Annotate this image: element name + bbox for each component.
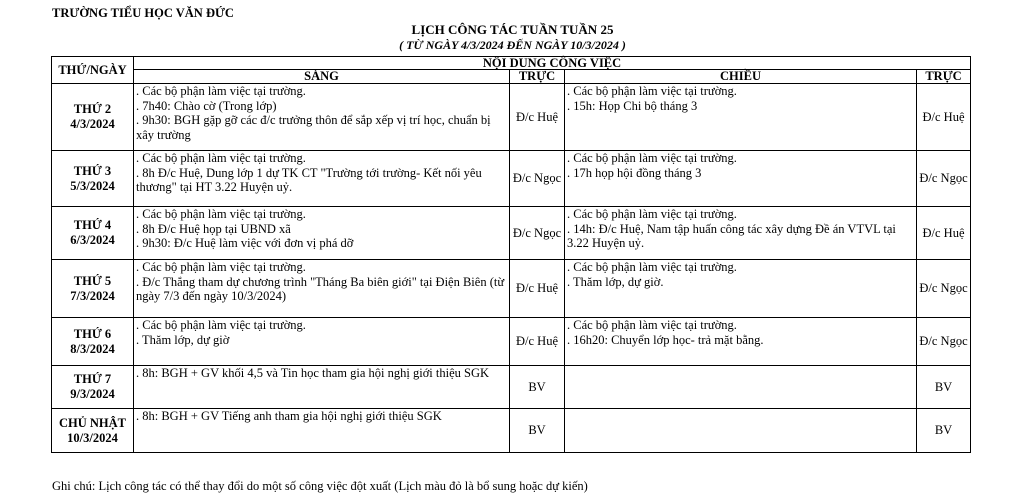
afternoon-duty-cell: BV: [917, 366, 971, 409]
morning-activity-item: . 7h40: Chào cờ (Trong lớp): [136, 98, 277, 113]
morning-duty-cell: Đ/c Huệ: [510, 318, 565, 366]
morning-activity-item: . 9h30: BGH gặp gỡ các đ/c trưởng thôn để sắp xếp vị trí học, chuẩn bị xây trường: [136, 113, 491, 142]
day-label: THỨ 3: [73, 163, 112, 178]
day-cell: [52, 318, 134, 366]
morning-duty-column-header: TRỰC: [510, 70, 565, 84]
afternoon-activity-item: . 16h20: Chuyển lớp học- trả mặt bằng.: [567, 332, 764, 347]
schedule-table: [51, 56, 971, 453]
morning-duty-cell: BV: [510, 366, 565, 409]
schedule-note: Ghi chú: Lịch công tác có thể thay đổi do một số công việc đột xuất (Lịch màu đỏ là bổ sung hoặc dự kiến): [52, 479, 588, 493]
morning-activity-item: . 8h: BGH + GV khối 4,5 và Tin học tham gia hội nghị giới thiệu SGK: [136, 366, 490, 380]
morning-activity-cell: [134, 151, 510, 207]
afternoon-activity-item: . Các bộ phận làm việc tại trường.: [567, 151, 737, 165]
day-date: 5/3/2024: [70, 178, 115, 193]
morning-activity-item: . 8h: BGH + GV Tiếng anh tham gia hội nghị giới thiệu SGK: [136, 409, 442, 423]
day-date: 10/3/2024: [67, 430, 118, 445]
afternoon-duty-column-header: TRỰC: [917, 70, 971, 84]
table-row: [52, 84, 971, 151]
morning-duty-cell: Đ/c Huệ: [510, 260, 565, 318]
table-row: [52, 207, 971, 260]
day-date: 4/3/2024: [70, 117, 115, 131]
afternoon-activity-item: . 15h: Họp Chi bộ tháng 3: [567, 98, 698, 113]
school-name: TRƯỜNG TIỂU HỌC VĂN ĐỨC: [52, 6, 234, 20]
schedule-title: LỊCH CÔNG TÁC TUẦN TUẦN 25: [411, 22, 614, 37]
day-label: THỨ 7: [73, 372, 112, 386]
afternoon-duty-cell: Đ/c Ngọc: [917, 260, 971, 318]
morning-activity-item: . 8h Đ/c Huệ, Dung lớp 1 dự TK CT "Trường tới trường- Kết nối yêu thương" tại HT 3.22 Huyện uỷ.: [136, 165, 482, 194]
day-cell: [52, 84, 134, 151]
day-cell: [52, 366, 134, 409]
afternoon-activity-cell: [565, 260, 917, 318]
afternoon-duty-cell: Đ/c Huệ: [917, 207, 971, 260]
morning-activity-item: . Các bộ phận làm việc tại trường.: [136, 151, 306, 165]
afternoon-activity-item: . Các bộ phận làm việc tại trường.: [567, 207, 737, 221]
day-cell: [52, 207, 134, 260]
morning-activity-cell: [134, 318, 510, 366]
morning-column-header: SÁNG: [134, 70, 510, 84]
day-date: 9/3/2024: [70, 387, 115, 401]
table-row: [52, 366, 971, 409]
afternoon-activity-cell: [565, 207, 917, 260]
afternoon-duty-cell: Đ/c Ngọc: [917, 151, 971, 207]
table-row: [52, 151, 971, 207]
day-cell: [52, 409, 134, 453]
day-label: THỨ 6: [73, 326, 112, 341]
afternoon-activity-cell: [565, 318, 917, 366]
morning-activity-item: . Đ/c Thắng tham dự chương trình "Tháng Ba biên giới" tại Điện Biên (từ ngày 7/3 đến ngày 10/3/2024): [136, 274, 505, 303]
day-label: CHỦ NHẬT: [58, 415, 127, 430]
afternoon-activity-item: . Thăm lớp, dự giờ.: [567, 274, 664, 289]
morning-activity-item: . Các bộ phận làm việc tại trường.: [136, 318, 306, 332]
day-cell: [52, 260, 134, 318]
afternoon-activity-item: . Các bộ phận làm việc tại trường.: [567, 260, 737, 274]
afternoon-duty-cell: Đ/c Huệ: [917, 84, 971, 151]
content-column-header: NỘI DUNG CÔNG VIỆC: [134, 57, 971, 70]
afternoon-column-header: CHIỀU: [565, 70, 917, 84]
day-label: THỨ 4: [73, 218, 112, 232]
afternoon-activity-cell: [565, 84, 917, 151]
day-date: 8/3/2024: [70, 341, 115, 356]
day-column-header: THỨ/NGÀY: [52, 57, 134, 84]
morning-activity-cell: [134, 366, 510, 409]
afternoon-activity-cell: [565, 409, 917, 453]
morning-activity-cell: [134, 84, 510, 151]
day-cell: [52, 151, 134, 207]
day-date: 6/3/2024: [70, 233, 115, 247]
table-row: [52, 409, 971, 453]
afternoon-activity-item: . Các bộ phận làm việc tại trường.: [567, 318, 737, 332]
afternoon-duty-cell: Đ/c Ngọc: [917, 318, 971, 366]
morning-activity-item: . Các bộ phận làm việc tại trường.: [136, 84, 306, 98]
day-date: 7/3/2024: [70, 288, 115, 303]
morning-duty-cell: Đ/c Huệ: [510, 84, 565, 151]
table-row: [52, 260, 971, 318]
afternoon-activity-cell: [565, 151, 917, 207]
morning-activity-item: . Thăm lớp, dự giờ: [136, 332, 230, 347]
schedule-body: [52, 84, 971, 453]
morning-activity-item: . Các bộ phận làm việc tại trường.: [136, 260, 306, 274]
day-label: THỨ 2: [73, 102, 112, 116]
morning-duty-cell: BV: [510, 409, 565, 453]
afternoon-activity-cell: [565, 366, 917, 409]
schedule-date-range: ( TỪ NGÀY 4/3/2024 ĐẾN NGÀY 10/3/2024 ): [399, 38, 626, 52]
morning-activity-cell: [134, 260, 510, 318]
morning-duty-cell: Đ/c Ngọc: [510, 151, 565, 207]
morning-activity-item: . Các bộ phận làm việc tại trường.: [136, 207, 306, 221]
afternoon-duty-cell: BV: [917, 409, 971, 453]
afternoon-activity-item: . Các bộ phận làm việc tại trường.: [567, 84, 737, 98]
morning-duty-cell: Đ/c Ngọc: [510, 207, 565, 260]
morning-activity-cell: [134, 207, 510, 260]
morning-activity-item: . 8h Đ/c Huệ họp tại UBND xã: [136, 221, 291, 236]
morning-activity-cell: [134, 409, 510, 453]
table-row: [52, 318, 971, 366]
day-label: THỨ 5: [73, 273, 112, 288]
afternoon-activity-item: . 14h: Đ/c Huệ, Nam tập huấn công tác xây dựng Đề án VTVL tại 3.22 Huyện uỷ.: [567, 221, 896, 250]
afternoon-activity-item: . 17h họp hội đồng tháng 3: [567, 165, 702, 180]
morning-activity-item: . 9h30: Đ/c Huệ làm việc với đơn vị phá dỡ: [136, 236, 354, 250]
